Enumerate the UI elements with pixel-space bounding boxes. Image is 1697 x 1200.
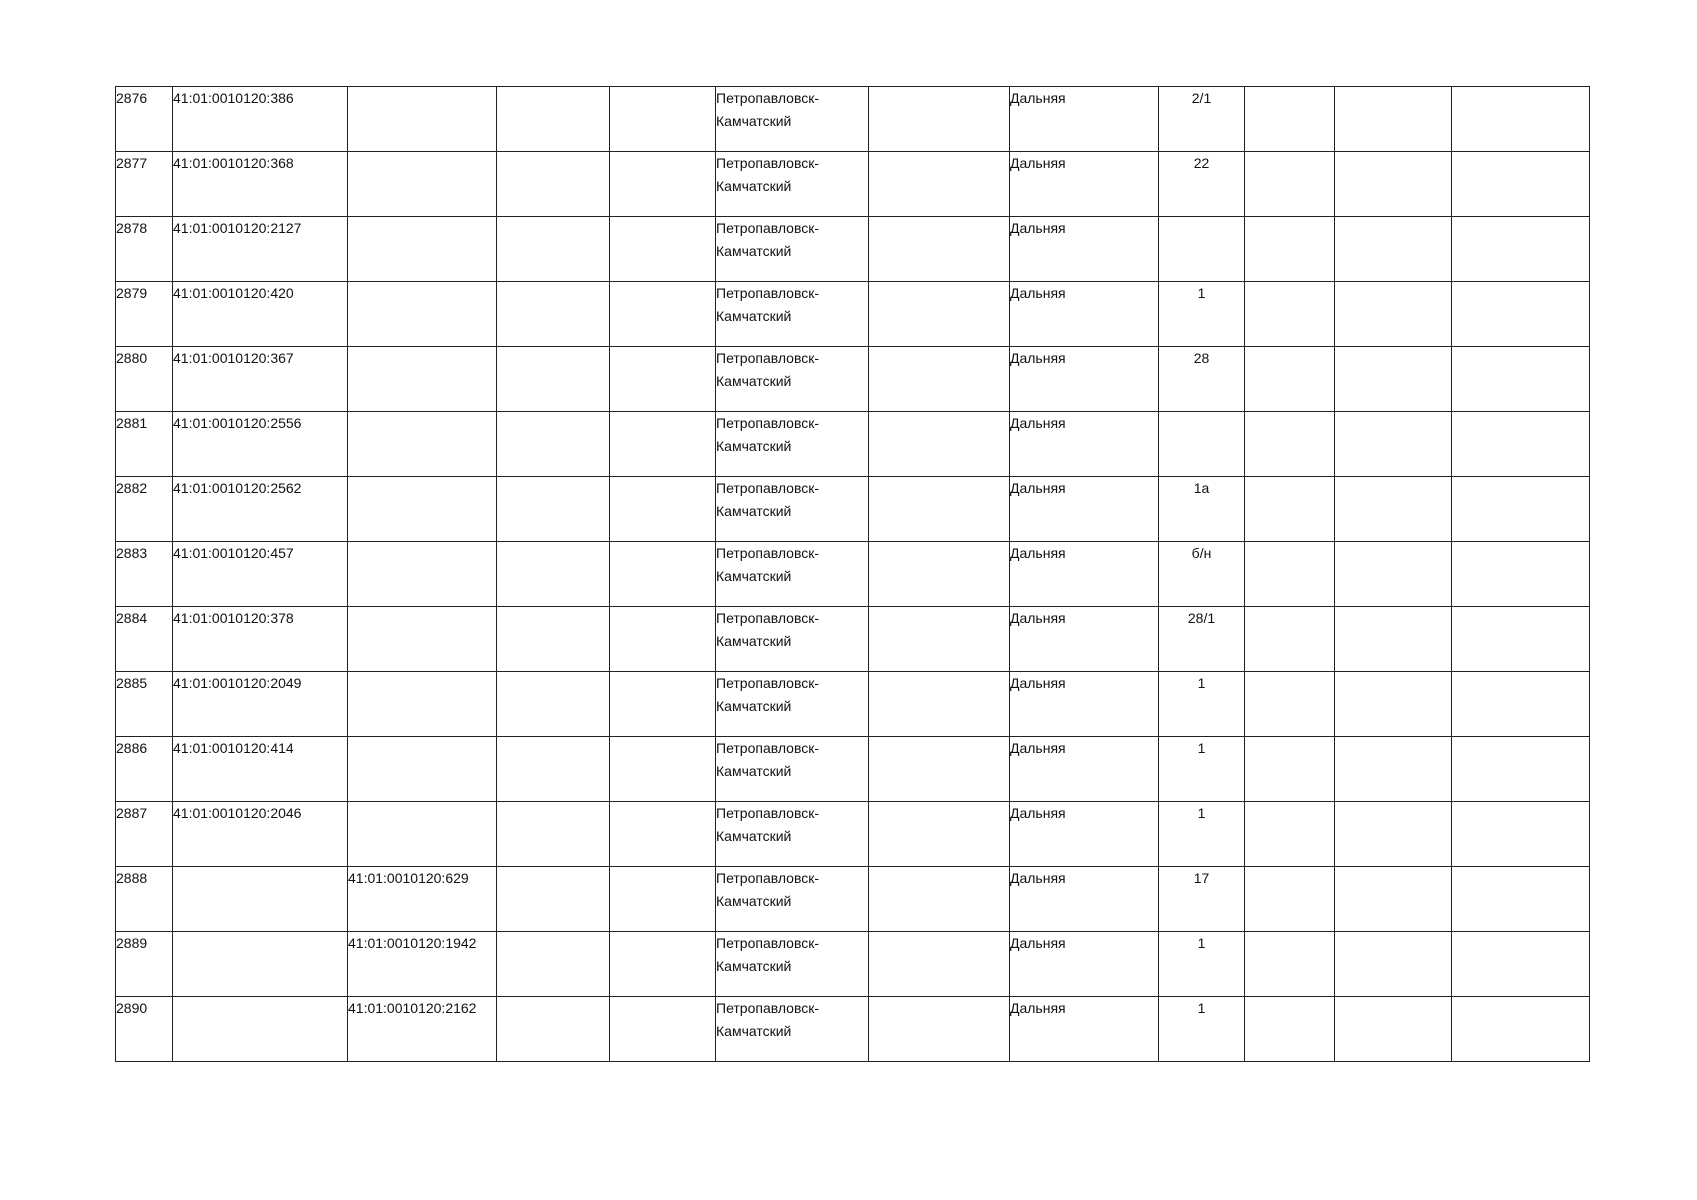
empty-cell xyxy=(1452,152,1590,217)
city-cell: Петропавловск-Камчатский xyxy=(716,672,869,737)
row-number-cell: 2883 xyxy=(116,542,173,607)
empty-cell xyxy=(610,737,716,802)
city-cell: Петропавловск-Камчатский xyxy=(716,282,869,347)
empty-cell xyxy=(1245,607,1335,672)
empty-cell xyxy=(497,867,610,932)
city-cell: Петропавловск-Камчатский xyxy=(716,737,869,802)
empty-cell xyxy=(869,607,1010,672)
empty-cell xyxy=(869,737,1010,802)
empty-cell xyxy=(1335,672,1452,737)
row-number-cell: 2887 xyxy=(116,802,173,867)
empty-cell xyxy=(1245,282,1335,347)
house-number-cell: 28 xyxy=(1159,347,1245,412)
empty-cell xyxy=(497,997,610,1062)
empty-cell xyxy=(869,932,1010,997)
cadastral-number-cell: 41:01:0010120:368 xyxy=(173,152,348,217)
house-number-cell: 22 xyxy=(1159,152,1245,217)
street-cell: Дальняя xyxy=(1010,607,1159,672)
cadastral-number-2-cell xyxy=(348,347,497,412)
city-cell: Петропавловск-Камчатский xyxy=(716,152,869,217)
row-number-cell: 2879 xyxy=(116,282,173,347)
empty-cell xyxy=(497,347,610,412)
cadastral-number-cell: 41:01:0010120:2556 xyxy=(173,412,348,477)
empty-cell xyxy=(1452,997,1590,1062)
empty-cell xyxy=(1335,477,1452,542)
empty-cell xyxy=(1452,932,1590,997)
house-number-cell: 1 xyxy=(1159,737,1245,802)
street-cell: Дальняя xyxy=(1010,867,1159,932)
empty-cell xyxy=(869,477,1010,542)
table-row xyxy=(116,932,1590,997)
cadastral-number-2-cell: 41:01:0010120:2162 xyxy=(348,997,497,1062)
empty-cell xyxy=(1335,542,1452,607)
table-row xyxy=(116,672,1590,737)
empty-cell xyxy=(1452,672,1590,737)
empty-cell xyxy=(1335,347,1452,412)
empty-cell xyxy=(869,412,1010,477)
house-number-cell: 1 xyxy=(1159,672,1245,737)
city-cell: Петропавловск-Камчатский xyxy=(716,932,869,997)
cadastral-number-2-cell xyxy=(348,152,497,217)
cadastral-number-cell xyxy=(173,932,348,997)
empty-cell xyxy=(497,477,610,542)
empty-cell xyxy=(1335,607,1452,672)
cadastral-number-2-cell xyxy=(348,607,497,672)
empty-cell xyxy=(610,932,716,997)
empty-cell xyxy=(1452,802,1590,867)
house-number-cell: 1а xyxy=(1159,477,1245,542)
city-cell: Петропавловск-Камчатский xyxy=(716,607,869,672)
street-cell: Дальняя xyxy=(1010,87,1159,152)
empty-cell xyxy=(869,217,1010,282)
empty-cell xyxy=(1245,737,1335,802)
cadastral-number-2-cell xyxy=(348,477,497,542)
house-number-cell: 17 xyxy=(1159,867,1245,932)
house-number-cell: б/н xyxy=(1159,542,1245,607)
empty-cell xyxy=(610,217,716,282)
empty-cell xyxy=(1335,737,1452,802)
row-number-cell: 2880 xyxy=(116,347,173,412)
table-row xyxy=(116,867,1590,932)
row-number-cell: 2889 xyxy=(116,932,173,997)
cadastral-number-2-cell xyxy=(348,672,497,737)
house-number-cell: 28/1 xyxy=(1159,607,1245,672)
registry-table xyxy=(115,86,1590,1062)
empty-cell xyxy=(869,542,1010,607)
empty-cell xyxy=(1452,542,1590,607)
city-cell: Петропавловск-Камчатский xyxy=(716,802,869,867)
empty-cell xyxy=(1452,217,1590,282)
cadastral-number-2-cell xyxy=(348,802,497,867)
city-cell: Петропавловск-Камчатский xyxy=(716,87,869,152)
empty-cell xyxy=(1245,867,1335,932)
cadastral-number-cell: 41:01:0010120:367 xyxy=(173,347,348,412)
empty-cell xyxy=(610,282,716,347)
row-number-cell: 2886 xyxy=(116,737,173,802)
empty-cell xyxy=(1245,802,1335,867)
empty-cell xyxy=(1245,477,1335,542)
cadastral-number-cell xyxy=(173,867,348,932)
empty-cell xyxy=(497,152,610,217)
empty-cell xyxy=(610,997,716,1062)
empty-cell xyxy=(1245,542,1335,607)
street-cell: Дальняя xyxy=(1010,997,1159,1062)
street-cell: Дальняя xyxy=(1010,802,1159,867)
street-cell: Дальняя xyxy=(1010,672,1159,737)
cadastral-number-2-cell: 41:01:0010120:629 xyxy=(348,867,497,932)
cadastral-number-cell xyxy=(173,997,348,1062)
empty-cell xyxy=(1245,87,1335,152)
empty-cell xyxy=(1452,607,1590,672)
row-number-cell: 2881 xyxy=(116,412,173,477)
cadastral-number-cell: 41:01:0010120:2049 xyxy=(173,672,348,737)
empty-cell xyxy=(869,997,1010,1062)
empty-cell xyxy=(1245,152,1335,217)
row-number-cell: 2890 xyxy=(116,997,173,1062)
cadastral-number-2-cell xyxy=(348,542,497,607)
city-cell: Петропавловск-Камчатский xyxy=(716,542,869,607)
table-row xyxy=(116,607,1590,672)
house-number-cell: 1 xyxy=(1159,997,1245,1062)
empty-cell xyxy=(1245,412,1335,477)
house-number-cell: 1 xyxy=(1159,282,1245,347)
cadastral-number-2-cell xyxy=(348,282,497,347)
empty-cell xyxy=(1452,87,1590,152)
empty-cell xyxy=(869,867,1010,932)
empty-cell xyxy=(610,867,716,932)
empty-cell xyxy=(1245,672,1335,737)
cadastral-number-cell: 41:01:0010120:386 xyxy=(173,87,348,152)
empty-cell xyxy=(1335,997,1452,1062)
empty-cell xyxy=(610,672,716,737)
empty-cell xyxy=(497,87,610,152)
cadastral-number-cell: 41:01:0010120:2562 xyxy=(173,477,348,542)
empty-cell xyxy=(1245,347,1335,412)
empty-cell xyxy=(1335,802,1452,867)
empty-cell xyxy=(869,282,1010,347)
empty-cell xyxy=(1245,932,1335,997)
cadastral-number-2-cell xyxy=(348,217,497,282)
table-row xyxy=(116,737,1590,802)
street-cell: Дальняя xyxy=(1010,217,1159,282)
empty-cell xyxy=(869,672,1010,737)
street-cell: Дальняя xyxy=(1010,542,1159,607)
empty-cell xyxy=(610,802,716,867)
table-row xyxy=(116,997,1590,1062)
empty-cell xyxy=(610,152,716,217)
city-cell: Петропавловск-Камчатский xyxy=(716,217,869,282)
table-row xyxy=(116,477,1590,542)
row-number-cell: 2878 xyxy=(116,217,173,282)
cadastral-number-cell: 41:01:0010120:457 xyxy=(173,542,348,607)
street-cell: Дальняя xyxy=(1010,282,1159,347)
empty-cell xyxy=(610,347,716,412)
empty-cell xyxy=(1452,477,1590,542)
empty-cell xyxy=(1335,412,1452,477)
empty-cell xyxy=(1335,87,1452,152)
street-cell: Дальняя xyxy=(1010,737,1159,802)
row-number-cell: 2882 xyxy=(116,477,173,542)
table-row xyxy=(116,802,1590,867)
house-number-cell xyxy=(1159,412,1245,477)
empty-cell xyxy=(1335,282,1452,347)
row-number-cell: 2884 xyxy=(116,607,173,672)
empty-cell xyxy=(1335,217,1452,282)
empty-cell xyxy=(1245,217,1335,282)
empty-cell xyxy=(497,607,610,672)
row-number-cell: 2877 xyxy=(116,152,173,217)
cadastral-number-cell: 41:01:0010120:414 xyxy=(173,737,348,802)
empty-cell xyxy=(869,87,1010,152)
street-cell: Дальняя xyxy=(1010,412,1159,477)
empty-cell xyxy=(1452,347,1590,412)
row-number-cell: 2876 xyxy=(116,87,173,152)
table-row xyxy=(116,412,1590,477)
empty-cell xyxy=(869,802,1010,867)
empty-cell xyxy=(869,347,1010,412)
house-number-cell: 2/1 xyxy=(1159,87,1245,152)
cadastral-number-2-cell xyxy=(348,87,497,152)
empty-cell xyxy=(610,87,716,152)
empty-cell xyxy=(610,412,716,477)
city-cell: Петропавловск-Камчатский xyxy=(716,867,869,932)
cadastral-number-2-cell: 41:01:0010120:1942 xyxy=(348,932,497,997)
empty-cell xyxy=(497,932,610,997)
street-cell: Дальняя xyxy=(1010,932,1159,997)
empty-cell xyxy=(497,802,610,867)
cadastral-number-cell: 41:01:0010120:378 xyxy=(173,607,348,672)
empty-cell xyxy=(497,282,610,347)
cadastral-number-cell: 41:01:0010120:2127 xyxy=(173,217,348,282)
street-cell: Дальняя xyxy=(1010,477,1159,542)
empty-cell xyxy=(1245,997,1335,1062)
empty-cell xyxy=(497,672,610,737)
house-number-cell xyxy=(1159,217,1245,282)
table-row xyxy=(116,542,1590,607)
street-cell: Дальняя xyxy=(1010,152,1159,217)
empty-cell xyxy=(869,152,1010,217)
empty-cell xyxy=(1452,412,1590,477)
empty-cell xyxy=(497,217,610,282)
empty-cell xyxy=(610,607,716,672)
cadastral-number-cell: 41:01:0010120:2046 xyxy=(173,802,348,867)
city-cell: Петропавловск-Камчатский xyxy=(716,347,869,412)
empty-cell xyxy=(497,412,610,477)
city-cell: Петропавловск-Камчатский xyxy=(716,477,869,542)
cadastral-number-2-cell xyxy=(348,737,497,802)
table-row xyxy=(116,152,1590,217)
row-number-cell: 2888 xyxy=(116,867,173,932)
empty-cell xyxy=(1452,737,1590,802)
empty-cell xyxy=(1335,152,1452,217)
empty-cell xyxy=(1452,867,1590,932)
table-row xyxy=(116,347,1590,412)
empty-cell xyxy=(610,542,716,607)
street-cell: Дальняя xyxy=(1010,347,1159,412)
city-cell: Петропавловск-Камчатский xyxy=(716,997,869,1062)
empty-cell xyxy=(1335,867,1452,932)
row-number-cell: 2885 xyxy=(116,672,173,737)
table-row xyxy=(116,217,1590,282)
empty-cell xyxy=(1452,282,1590,347)
table-body xyxy=(116,87,1590,1062)
city-cell: Петропавловск-Камчатский xyxy=(716,412,869,477)
house-number-cell: 1 xyxy=(1159,802,1245,867)
empty-cell xyxy=(610,477,716,542)
cadastral-number-cell: 41:01:0010120:420 xyxy=(173,282,348,347)
table-row xyxy=(116,282,1590,347)
house-number-cell: 1 xyxy=(1159,932,1245,997)
empty-cell xyxy=(497,542,610,607)
table-row xyxy=(116,87,1590,152)
empty-cell xyxy=(497,737,610,802)
empty-cell xyxy=(1335,932,1452,997)
cadastral-number-2-cell xyxy=(348,412,497,477)
